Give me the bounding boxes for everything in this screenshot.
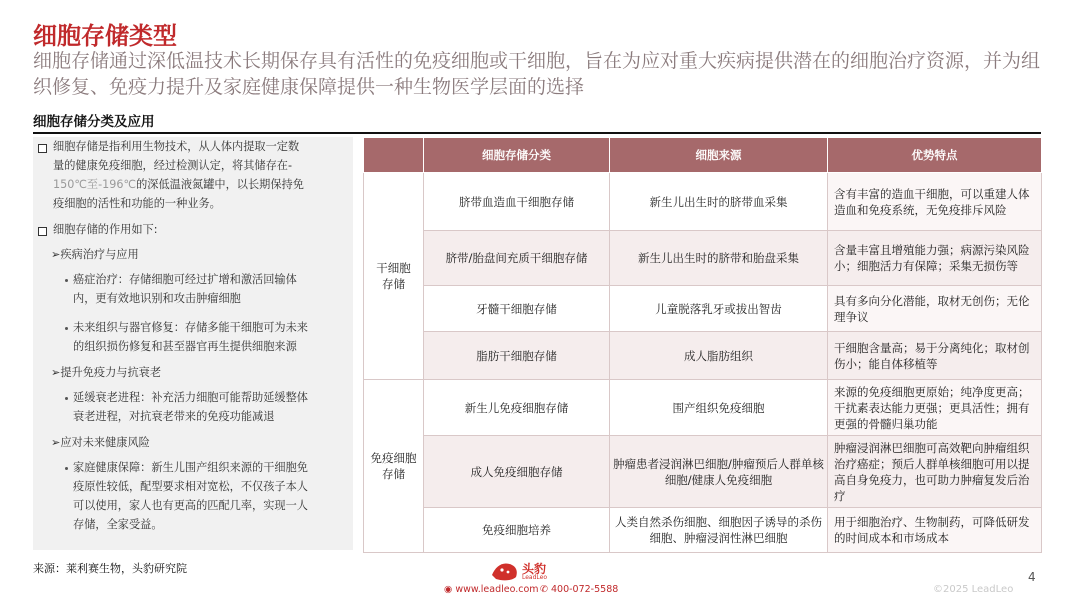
group-cell-stem — [364, 173, 424, 380]
table-header-row — [364, 138, 1042, 173]
type-cell: 脐带血造血干细胞存储 — [424, 173, 610, 231]
header-cell: 优势特点 — [828, 138, 1042, 173]
website-text: www.leadleo.com — [455, 584, 539, 595]
desc-line: 细胞存储是指利用生物技术，从人体内提取一定数 — [53, 140, 300, 153]
table-row — [364, 286, 1042, 332]
advantage-cell: 来源的免疫细胞更原始；纯净度更高；干扰素表达能力更强；更具活性；拥有更强的骨髓归巢功能 — [828, 380, 1042, 436]
dot-bullet-icon — [65, 327, 68, 330]
type-cell: 脂肪干细胞存储 — [424, 332, 610, 380]
source-cell: 围产组织免疫细胞 — [610, 380, 828, 436]
desc-line: 内，更有效地识别和攻击肿瘤细胞 — [73, 292, 241, 305]
globe-icon: ◉ — [444, 584, 456, 595]
checkbox-bullet-icon — [38, 144, 47, 153]
logo-text: 头豹 — [522, 562, 547, 576]
phone-text: 400-072-5588 — [550, 584, 619, 595]
type-cell: 牙髓干细胞存储 — [424, 286, 610, 332]
dot-bullet-icon — [65, 397, 68, 400]
desc-line: 存储，全家受益。 — [73, 518, 163, 531]
desc-line: 疫原性较低，配型要求相对宽松，不仅孩子本人 — [73, 480, 308, 493]
section-label: 细胞存储分类及应用 — [33, 114, 155, 130]
subheading: ➢疾病治疗与应用 — [51, 248, 139, 261]
type-cell: 免疫细胞培养 — [424, 508, 610, 553]
table-row — [364, 508, 1042, 553]
checkbox-bullet-icon — [38, 227, 47, 236]
table-row — [364, 380, 1042, 436]
desc-line: 可以使用，家人也有更高的匹配几率，实现一人 — [73, 499, 308, 512]
desc-line: 衰老进程，对抗衰老带来的免疫功能减退 — [73, 410, 275, 423]
footer-phone[interactable] — [540, 584, 618, 595]
footer-website[interactable] — [444, 584, 539, 595]
subheading: ➢应对未来健康风险 — [51, 436, 150, 449]
desc-line: 延缓衰老进程：补充活力细胞可能帮助延缓整体 — [73, 391, 308, 404]
header-cell: 细胞存储分类 — [424, 138, 610, 173]
group-cell-immune — [364, 380, 424, 553]
type-cell: 成人免疫细胞存储 — [424, 436, 610, 508]
desc-line: 未来组织与器官修复：存储多能干细胞可为未来 — [73, 321, 308, 334]
type-cell: 脐带/胎盘间充质干细胞存储 — [424, 231, 610, 286]
description-panel — [33, 137, 353, 550]
temperature-range: 150℃至-196℃ — [53, 178, 137, 191]
desc-line: 量的健康免疫细胞，经过检测认定，将其储存在- — [53, 159, 292, 172]
desc-line: 疫细胞的活性和功能的一种业务。 — [53, 197, 221, 210]
desc-line: 细胞存储的作用如下: — [53, 223, 158, 236]
page-number: 4 — [1028, 570, 1036, 584]
phone-icon: ✆ — [540, 584, 551, 595]
copyright: ©2025 LeadLeo — [933, 584, 1014, 595]
desc-line: 癌症治疗：存储细胞可经过扩增和激活回输体 — [73, 273, 297, 286]
page-subtitle: 细胞存储通过深低温技术长期保存具有活性的免疫细胞或干细胞，旨在为应对重大疾病提供潜在的细胞治疗资源，并为组织修复、免疫力提升及家庭健康保障提供一种生物医学层面的选择 — [33, 50, 1041, 98]
advantage-cell: 含量丰富且增殖能力强；病源污染风险小；细胞活力有保障；采集无损伤等 — [828, 231, 1042, 286]
advantage-cell: 用于细胞治疗、生物制药，可降低研发的时间成本和市场成本 — [828, 508, 1042, 553]
group-label: 免疫细胞存储 — [370, 451, 417, 481]
cell-storage-table — [363, 137, 1042, 553]
source-cell: 人类自然杀伤细胞、细胞因子诱导的杀伤细胞、肿瘤浸润性淋巴细胞 — [610, 508, 828, 553]
desc-text: 的深低温液氮罐中，以长期保持免 — [136, 178, 304, 191]
section-divider — [33, 132, 1041, 134]
header-cell: 细胞来源 — [610, 138, 828, 173]
group-label: 干细胞存储 — [376, 261, 411, 291]
table-row — [364, 231, 1042, 286]
dot-bullet-icon — [65, 467, 68, 470]
source-cell: 成人脂肪组织 — [610, 332, 828, 380]
table-row — [364, 332, 1042, 380]
source-note: 来源：莱利赛生物，头豹研究院 — [33, 562, 187, 575]
dot-bullet-icon — [65, 279, 68, 282]
table-row — [364, 173, 1042, 231]
type-cell: 新生儿免疫细胞存储 — [424, 380, 610, 436]
subheading: ➢提升免疫力与抗衰老 — [51, 366, 162, 379]
page-title: 细胞存储类型 — [33, 22, 177, 50]
advantage-cell: 干细胞含量高；易于分离纯化；取材创伤小；能自体移植等 — [828, 332, 1042, 380]
advantage-cell: 含有丰富的造血干细胞，可以重建人体造血和免疫系统，无免疫排斥风险 — [828, 173, 1042, 231]
table-row — [364, 436, 1042, 508]
source-cell: 儿童脱落乳牙或拔出智齿 — [610, 286, 828, 332]
source-cell: 新生儿出生时的脐带和胎盘采集 — [610, 231, 828, 286]
source-cell: 肿瘤患者浸润淋巴细胞/肿瘤预后人群单核细胞/健康人免疫细胞 — [610, 436, 828, 508]
header-cell — [364, 138, 424, 173]
desc-line: 的组织损伤修复和甚至器官再生提供细胞来源 — [73, 340, 297, 353]
desc-line — [53, 175, 304, 194]
desc-line: 家庭健康保障：新生儿围产组织来源的干细胞免 — [73, 461, 308, 474]
advantage-cell: 具有多向分化潜能，取材无创伤；无伦理争议 — [828, 286, 1042, 332]
source-cell: 新生儿出生时的脐带血采集 — [610, 173, 828, 231]
advantage-cell: 肿瘤浸润淋巴细胞可高效靶向肿瘤组织治疗癌症；预后人群单核细胞可用以提高自身免疫力，也可助力肿瘤复发后治疗 — [828, 436, 1042, 508]
logo-subtext: LeadLeo — [522, 574, 548, 581]
